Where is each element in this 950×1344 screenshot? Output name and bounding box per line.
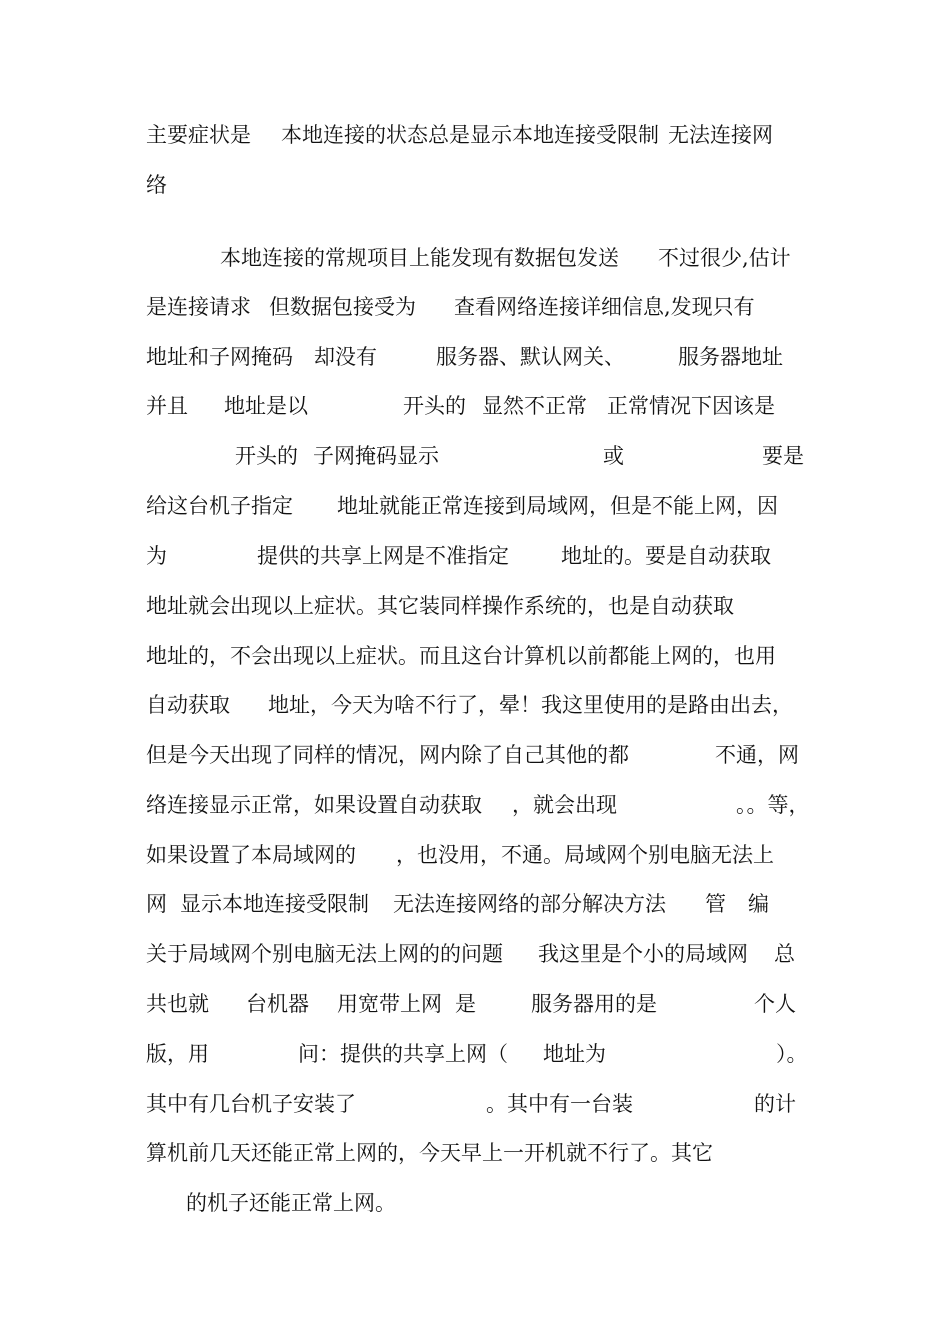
text-line	[0, 337, 783, 377]
text-segment: ，就会出现	[512, 793, 617, 817]
text-segment: 地址就会出现以上症状。其它装同样操作系统的，也是自动获取	[146, 594, 734, 618]
text-segment: 显示本地连接受限制	[180, 892, 369, 916]
text-line	[0, 238, 791, 278]
text-segment: 查看网络连接详细信息,发现只有	[454, 295, 755, 319]
text-line	[0, 884, 769, 924]
text-segment: 无法连接网	[668, 123, 773, 147]
text-segment: 为	[146, 544, 167, 568]
text-segment: 个人	[754, 992, 796, 1016]
text-segment: 地址是以	[224, 394, 308, 418]
text-line	[0, 934, 795, 974]
text-segment: 地址的，不会出现以上症状。而且这台计算机以前都能上网的，也用	[146, 644, 776, 668]
text-segment: 。。等，	[736, 793, 810, 817]
text-segment: 用宽带上网	[337, 992, 442, 1016]
text-line	[0, 536, 771, 576]
text-line	[0, 586, 734, 626]
text-line	[0, 386, 775, 426]
text-segment: 的机子还能正常上网。	[186, 1191, 396, 1215]
text-line	[0, 636, 776, 676]
text-segment: 共也就	[146, 992, 209, 1016]
text-segment: 网	[146, 892, 167, 916]
text-segment: 却没有	[314, 345, 377, 369]
text-segment: 是	[455, 992, 476, 1016]
text-line	[0, 1034, 808, 1074]
text-segment: 但是今天出现了同样的情况，网内除了自己其他的都	[146, 743, 629, 767]
text-segment: 显然不正常	[482, 394, 587, 418]
text-segment: 自动获取	[146, 693, 230, 717]
text-segment: 本地连接的常规项目上能发现有数据包发送	[220, 246, 619, 270]
text-segment: 或	[603, 444, 624, 468]
text-line	[0, 785, 810, 825]
text-segment: 要是	[762, 444, 804, 468]
text-segment: 服务器、默认网关、	[436, 345, 625, 369]
text-line	[0, 486, 778, 526]
text-segment: 的计	[754, 1092, 796, 1116]
text-line	[0, 165, 167, 205]
text-segment: 但数据包接受为	[269, 295, 416, 319]
text-line	[0, 1183, 396, 1223]
text-segment: 问：提供的共享上网（	[298, 1042, 508, 1066]
text-segment: 算机前几天还能正常上网的，今天早上一开机就不行了。其它	[146, 1141, 713, 1165]
text-segment: 络	[146, 173, 167, 197]
text-segment: 开头的	[403, 394, 466, 418]
text-line	[0, 685, 793, 725]
text-segment: 地址就能正常连接到局域网，但是不能上网，因	[337, 494, 778, 518]
text-segment: 。其中有一台装	[486, 1092, 633, 1116]
text-segment: 关于局域网个别电脑无法上网的的问题	[146, 942, 503, 966]
text-segment: 总	[774, 942, 795, 966]
text-segment: 给这台机子指定	[146, 494, 293, 518]
text-segment: 并且	[146, 394, 188, 418]
text-segment: 不过很少,估计	[658, 246, 791, 270]
text-segment: 无法连接网络的部分解决方法	[393, 892, 666, 916]
text-segment: 编	[748, 892, 769, 916]
text-line	[0, 735, 799, 775]
text-segment: 正常情况下因该是	[607, 394, 775, 418]
text-segment: ）。	[776, 1042, 808, 1066]
text-segment: 其中有几台机子安装了	[146, 1092, 356, 1116]
text-segment: 地址为	[543, 1042, 606, 1066]
text-segment: 管	[705, 892, 726, 916]
text-segment: 地址，今天为啥不行了，晕！我这里使用的是路由出去，	[268, 693, 793, 717]
text-segment: 提供的共享上网是不准指定	[257, 544, 509, 568]
text-segment: 不通，网	[715, 743, 799, 767]
text-segment: 地址和子网掩码	[146, 345, 293, 369]
text-line	[0, 287, 755, 327]
text-segment: 是连接请求	[146, 295, 251, 319]
text-line	[0, 984, 796, 1024]
text-segment: 台机器	[246, 992, 309, 1016]
text-segment: ，也没用，不通。局域网个别电脑无法上	[396, 843, 774, 867]
text-line	[0, 835, 774, 875]
text-segment: 本地连接的状态总是显示本地连接受限制	[281, 123, 659, 147]
text-segment: 开头的	[235, 444, 298, 468]
text-segment: 版，用	[146, 1042, 209, 1066]
text-segment: 子网掩码显示	[313, 444, 439, 468]
text-segment: 主要症状是	[146, 123, 251, 147]
text-line	[0, 1084, 796, 1124]
text-segment: 服务器地址	[678, 345, 783, 369]
text-segment: 络连接显示正常，如果设置自动获取	[146, 793, 482, 817]
text-line	[0, 115, 773, 155]
text-line	[0, 1133, 713, 1173]
text-segment: 地址的。要是自动获取	[561, 544, 771, 568]
text-line	[0, 436, 804, 476]
text-segment: 服务器用的是	[531, 992, 657, 1016]
text-segment: 我这里是个小的局域网	[538, 942, 748, 966]
text-segment: 如果设置了本局域网的	[146, 843, 356, 867]
